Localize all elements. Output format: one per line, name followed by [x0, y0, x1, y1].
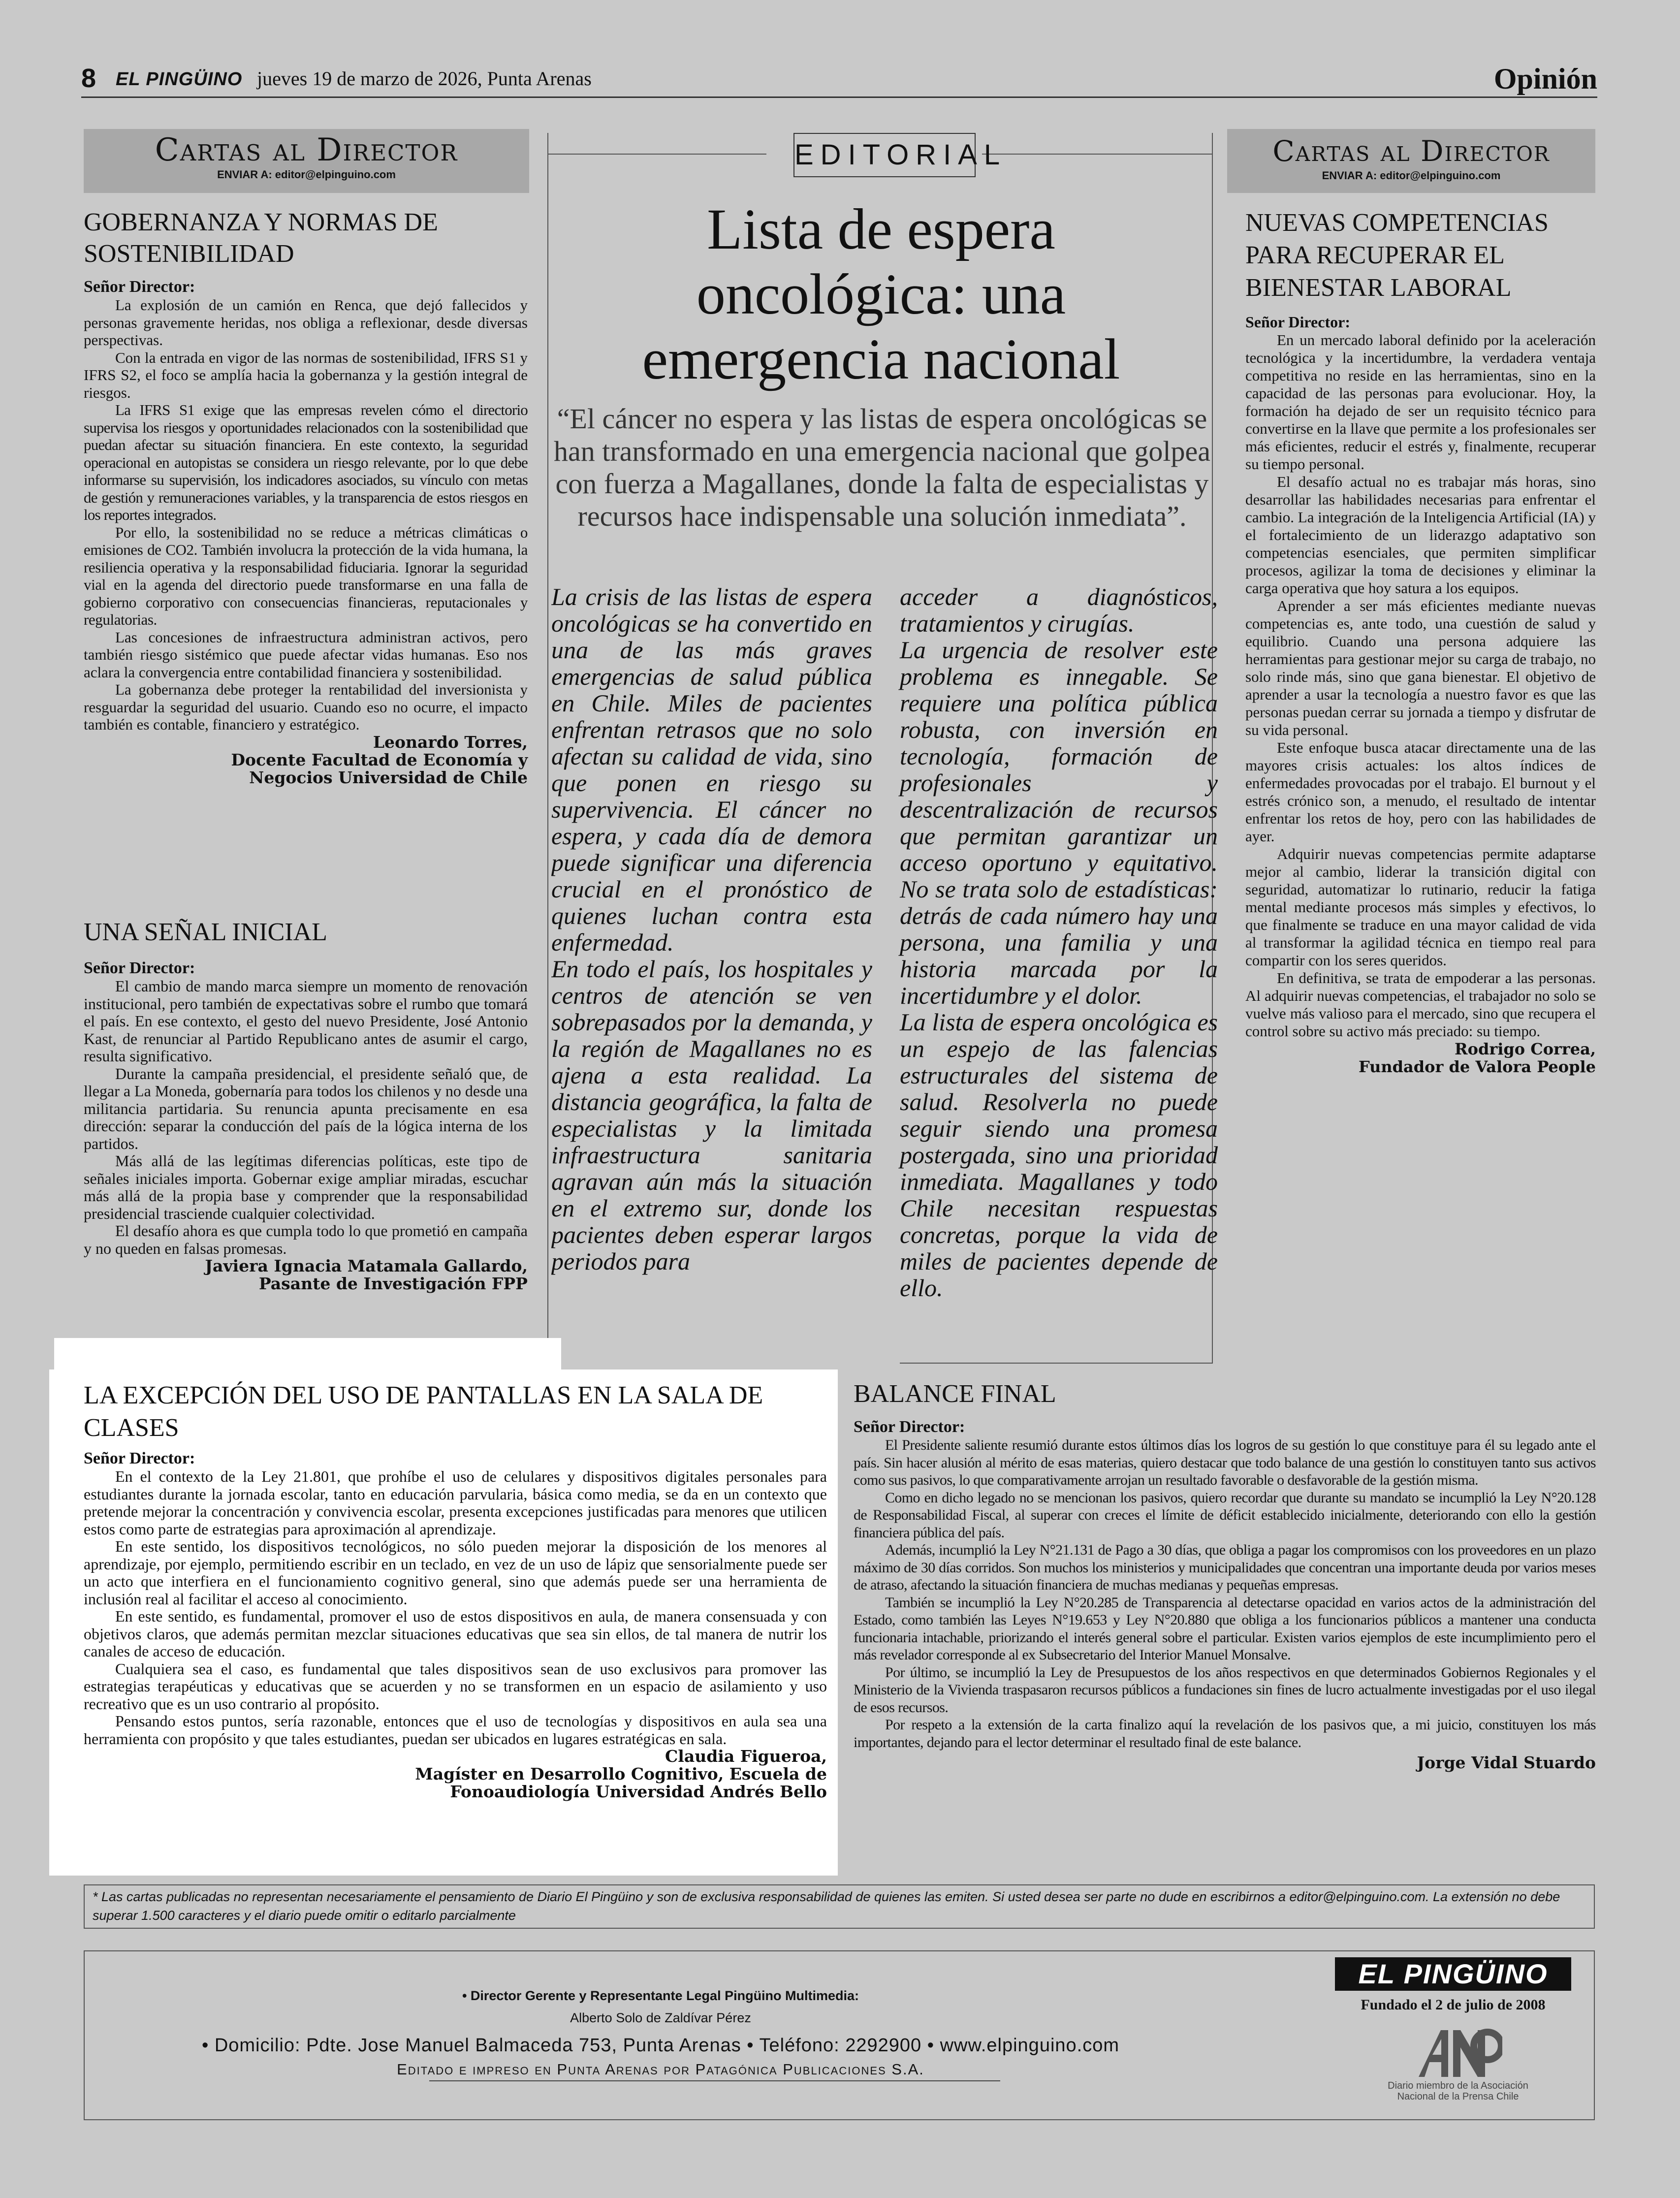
- letter-signature: [854, 1754, 1596, 1772]
- paragraph: La gobernanza debe proteger la rentabilidad del inversionista y resguardar la seguridad del usuario. Cuando eso no ocurre, el impacto también es contable, financiero y estratégico.: [84, 681, 528, 733]
- cartas-title: Cartas al Director: [1272, 134, 1550, 168]
- letter-gobernanza: [84, 207, 528, 787]
- letter-signature: [1245, 1040, 1596, 1076]
- letter-title: GOBERNANZA Y NORMAS DE SOSTENIBILIDAD: [84, 208, 438, 268]
- paragraph: También se incumplió la Ley N°20.285 de Transparencia al detectarse opacidad en varios actos de la administración del Estado, como también las Leyes N°19.653 y Ley N°20.880 que obliga a los funcionarios públicos a mantener una conducta funcionaria intachable, priorizando el interés general sobre el particular. Existen varios ejemplos de este incumplimiento pero el más revelador corresponde al ex Subsecretario del Interior Manuel Monsalve.: [854, 1594, 1596, 1663]
- signature-line: Negocios Universidad de Chile: [249, 767, 528, 787]
- letter-body: [1245, 331, 1596, 1040]
- letter-title: NUEVAS COMPETENCIAS PARA RECUPERAR EL BIENESTAR LABORAL: [1245, 209, 1549, 302]
- paragraph: En definitiva, se trata de empoderar a las personas. Al adquirir nuevas competencias, el trabajador no solo se vuelve más valioso para el mercado, sino que recupera el control sobre su activo más preciado: su tiempo.: [1245, 969, 1596, 1040]
- editorial-pullquote: “El cáncer no espera y las listas de espera oncológicas se han transformado en una emergencia nacional que golpea con fuerza a Magallanes, donde la falta de especialistas y recursos hace indispensable una solución inmediata”.: [554, 403, 1210, 532]
- letter-title: UNA SEÑAL INICIAL: [84, 918, 327, 946]
- editorial-column-1: [551, 583, 872, 1360]
- paragraph: El desafío ahora es que cumpla todo lo que prometió en campaña y no queden en falsas promesas.: [84, 1222, 528, 1257]
- cartas-header-left: [84, 129, 529, 193]
- footer-box: [84, 1950, 1595, 2120]
- paragraph: Durante la campaña presidencial, el presidente señaló que, de llegar a La Moneda, gobernaría para todos los chilenos y no desde una militancia partidaria. Su renuncia apunta precisamente en esa dirección: separar la conducción del país de la lógica interna de los partidos.: [84, 1064, 528, 1152]
- cartas-title: Cartas al Director: [155, 132, 458, 168]
- paragraph: El Presidente saliente resumió durante estos últimos días los logros de su gestión lo que constituye para él su legado ante el país. Sin hacer alusión al mérito de esas materias, quiero destacar que todo balance de una gestión lo constituyen tanto sus activos como sus pasivos, lo que comparativamente arrojan un resultado favorable o desfavorable de la gestión misma.: [854, 1437, 1596, 1488]
- anp-logo-icon: [1414, 2025, 1502, 2079]
- paragraph: La explosión de un camión en Renca, que dejó fallecidos y personas gravemente heridas, nos obliga a reflexionar, desde diversas perspectivas.: [84, 296, 528, 349]
- signature-line: Javiera Ignacia Matamala Gallardo,: [205, 1256, 528, 1275]
- page-number: 8: [81, 64, 96, 93]
- footer-address: • Domicilio: Pdte. Jose Manuel Balmaceda 753, Punta Arenas • Teléfono: 2292900 • www.elpinguino.com: [201, 2035, 1120, 2056]
- editorial-top-rule-left: [547, 154, 766, 155]
- disclaimer-box: [84, 1884, 1595, 1929]
- paragraph: Cualquiera sea el caso, es fundamental que tales dispositivos sean de uso exclusivos para promover las estrategias terapéuticas y educativas que se acuerden y no se transformen en un espacio de asilamiento y uso recreativo que es un uso contrario al propósito.: [84, 1659, 827, 1713]
- letter-body: [854, 1436, 1596, 1751]
- paragraph: Las concesiones de infraestructura administran activos, pero también riesgo sistémico que puede afectar vidas humanas. Eso nos aclara la convergencia entre contabilidad financiera y sostenibilidad.: [84, 628, 528, 681]
- editorial-paragraph: acceder a diagnósticos, tratamientos y cirugías.: [900, 583, 1218, 637]
- paragraph: El cambio de mando marca siempre un momento de renovación institucional, pero también de expectativas sobre el rumbo que tomará el país. En ese contexto, el gesto del nuevo Presidente, José Antonio Kast, de renunciar al Partido Republicano antes de asumir el cargo, resulta significativo.: [84, 977, 528, 1065]
- signature-line: Magíster en Desarrollo Cognitivo, Escuela de: [415, 1764, 827, 1784]
- letter-title: LA EXCEPCIÓN DEL USO DE PANTALLAS EN LA SALA DE CLASES: [84, 1381, 763, 1442]
- letter-body: [84, 1468, 827, 1748]
- footer-director-name: Alberto Solo de Zaldívar Pérez: [570, 2010, 751, 2025]
- letter-pantallas: [49, 1370, 838, 1876]
- footer-director-label: • Director Gerente y Representante Legal Pingüino Multimedia:: [462, 1988, 859, 2003]
- signature-line: Docente Facultad de Economía y: [231, 750, 528, 769]
- editorial-column-2: [900, 583, 1218, 1301]
- paragraph: Más allá de las legítimas diferencias políticas, este tipo de señales iniciales importa. Gobernar exige ampliar miradas, escuchar más allá de la propia base y comprender que la responsabilidad presidencial trasciende cualquier colectividad.: [84, 1152, 528, 1222]
- letter-greeting: Señor Director:: [854, 1418, 965, 1436]
- signature-line: Rodrigo Correa,: [1455, 1040, 1596, 1058]
- page-header: [81, 63, 1597, 97]
- letter-title: BALANCE FINAL: [854, 1380, 1056, 1408]
- letter-body: [84, 296, 528, 733]
- signature-line: Pasante de Investigación FPP: [258, 1274, 528, 1293]
- paragraph: Además, incumplió la Ley N°21.131 de Pago a 30 días, que obliga a pagar los compromisos con los proveedores en un plazo máximo de 30 días corridos. Son muchos los ministerios y municipalidades que concentran una importante deuda por varios meses de atraso, afectando la situación financiera de muchas medianas y pequeñas empresas.: [854, 1542, 1596, 1593]
- paragraph: La IFRS S1 exige que las empresas revelen cómo el directorio supervisa los riesgos y oportunidades relacionados con la sostenibilidad que puedan afectar su situación financiera. En este contexto, la seguridad operacional en autopistas se considera un riesgo relevante, por lo que debe informarse su supervisión, los indicadores asociados, su vínculo con metas de gestión y remuneraciones variables, y la transparencia de estos riesgos en los reportes integrados.: [84, 401, 528, 523]
- editorial-headline: Lista de espera oncológica: una emergencia nacional: [642, 197, 1120, 391]
- cartas-email: ENVIAR A: editor@elpinguino.com: [217, 168, 396, 181]
- editorial-paragraph: En todo el país, los hospitales y centros de atención se ven sobrepasados por la demanda, y la región de Magallanes no es ajena a esta realidad. La distancia geográfica, la falta de especialistas y la limitada infraestructura sanitaria agravan aún más la situación en el extremo sur, donde los pacientes deben esperar largos periodos para: [551, 955, 872, 1275]
- letter-nuevas-competencias: [1245, 207, 1596, 1076]
- editorial-label-box: [793, 133, 1007, 177]
- paragraph: Como en dicho legado no se mencionan los pasivos, quiero recordar que durante su mandato se incumplió la Ley N°20.128 de Responsabilidad Fiscal, al superar con creces el límite de déficit establecido inicialmente, deteriorando con ello la gestión financiera pública del país.: [854, 1489, 1596, 1541]
- section-title: Opinión: [1493, 63, 1597, 95]
- paragraph: En el contexto de la Ley 21.801, que prohíbe el uso de celulares y dispositivos digitales personales para estudiantes durante la jornada escolar, tanto en educación parvularia, básica como media, se da en un contexto que pretende mejorar la concentración y convivencia escolar, presenta excepciones justificadas para menores que utilicen estos como parte de estrategias para aproximación al aprendizaje.: [84, 1467, 827, 1538]
- cartas-header-right: [1227, 129, 1595, 193]
- letter-greeting: Señor Director:: [84, 278, 195, 296]
- editorial-bottom-rule: [900, 1363, 1212, 1364]
- paragraph: Por último, se incumplió la Ley de Presupuestos de los años respectivos en que determinados Gobiernos Regionales y el Ministerio de la Vivienda traspasaron recursos públicos a fundaciones sin fines de lucro actualmente investigadas por el uso ilegal de esos recursos.: [854, 1664, 1596, 1716]
- header-date: jueves 19 de marzo de 2026, Punta Arenas: [257, 67, 592, 90]
- letter-greeting: Señor Director:: [84, 959, 195, 977]
- paragraph: En este sentido, es fundamental, promover el uso de estos dispositivos en aula, de manera consensuada y con objetivos claros, que además permitan mezclar situaciones educativas que sea sin ellos, de tal manera de nutrir los canales de acceso de educación.: [84, 1607, 827, 1660]
- footer-logo: EL PINGÜINO: [1335, 1957, 1571, 1991]
- editorial-paragraph: La crisis de las listas de espera oncológicas se ha convertido en una de las más graves emergencias de salud pública en Chile. Miles de pacientes enfrentan retrasos que no solo afectan su calidad de vida, sino que ponen en riesgo su supervivencia. El cáncer no espera, y cada día de demora puede significar una diferencia crucial en el pronóstico de quienes luchan contra esta enfermedad.: [551, 583, 872, 956]
- paragraph: Adquirir nuevas competencias permite adaptarse mejor al cambio, liderar la transición digital con seguridad, automatizar lo rutinario, reducir la fatiga mental mediante procesos más simples y efectivos, lo que finalmente se traduce en una mayor calidad de vida al transformar la agilidad técnica en tiempo real para compartir con los seres queridos.: [1245, 845, 1596, 969]
- footer-founded: Fundado el 2 de julio de 2008: [1361, 1997, 1546, 2013]
- letter-greeting: Señor Director:: [1245, 313, 1350, 331]
- disclaimer-text: * Las cartas publicadas no representan necesariamente el pensamiento de Diario El Pingüino y son de exclusiva responsabilidad de quienes las emiten. Si usted desea ser parte no dude en escribirnos a editor@elpinguino.com. La extensión no debe superar 1.500 caracteres y el diario puede omitir o editarlo parcialmente: [93, 1889, 1560, 1923]
- editorial-paragraph: La urgencia de resolver este problema es innegable. Se requiere una política pública robusta, con inversión en tecnología, formación de profesionales y descentralización de recursos que permitan garantizar un acceso oportuno y equitativo. No se trata solo de estadísticas: detrás de cada número hay una persona, una familia y una historia marcada por la incertidumbre y el dolor.: [900, 636, 1218, 1009]
- letter-greeting: Señor Director:: [84, 1449, 195, 1467]
- editorial-label: EDITORIAL: [794, 139, 1007, 171]
- letter-signature: [84, 733, 528, 787]
- header-logo: EL PINGÜINO: [116, 69, 243, 90]
- signature-line: Claudia Figueroa,: [665, 1747, 827, 1766]
- letter-senal-inicial: [84, 917, 528, 1293]
- signature-line: Jorge Vidal Stuardo: [1417, 1753, 1596, 1772]
- editorial-paragraph: La lista de espera oncológica es un espejo de las falencias estructurales del sistema de salud. Resolverla no puede seguir siendo una promesa postergada, sino una prioridad inmediata. Magallanes y todo Chile necesitan respuestas concretas, porque la vida de miles de pacientes depende de ello.: [900, 1008, 1218, 1302]
- letter-signature: [84, 1257, 528, 1293]
- signature-line: Fundador de Valora People: [1358, 1057, 1596, 1076]
- letter-signature: [84, 1748, 827, 1801]
- paragraph: En este sentido, los dispositivos tecnológicos, no sólo pueden mejorar la disposición de los menores al aprendizaje, por ejemplo, permitiendo escribir en un teclado, en vez de un uso de lápiz que sensorialmente puede ser un acto que interfiera en el funcionamiento cognitivo general, sino que además puede ser una herramienta de inclusión real al facilitar el acceso al conocimiento.: [84, 1537, 827, 1608]
- paragraph: Este enfoque busca atacar directamente una de las mayores crisis actuales: los altos índices de enfermedades provocadas por el trabajo. El burnout y el estrés crónico son, a menudo, el resultado de intentar enfrentar los retos de hoy, pero con las habilidades de ayer.: [1245, 739, 1596, 845]
- signature-line: Leonardo Torres,: [373, 732, 528, 752]
- paragraph: Pensando estos puntos, sería razonable, entonces que el uso de tecnologías y dispositivos en aula sea una herramienta con propósito y que tales estudiantes, puedan ser ubicados en lugares estratégicas en sala.: [84, 1712, 827, 1748]
- anp-text: Diario miembro de la Asociación Nacional de la Prensa Chile: [1388, 2080, 1528, 2102]
- cartas-email: ENVIAR A: editor@elpinguino.com: [1322, 169, 1501, 182]
- footer-printed-underline: [429, 2080, 1000, 2081]
- letter-balance-final: [854, 1378, 1596, 1772]
- header-rule: [81, 96, 1597, 98]
- paragraph: Por respeto a la extensión de la carta finalizo aquí la revelación de los pasivos que, a mi juicio, constituyen los más importantes, dejando para el lector determinar el resultado final de este balance.: [854, 1717, 1596, 1751]
- footer-printed: Editado e impreso en Punta Arenas por Patagónica Publicaciones S.A.: [397, 2061, 924, 2078]
- letter-body: [84, 978, 528, 1257]
- editorial-left-rule: [547, 133, 548, 1354]
- paragraph: El desafío actual no es trabajar más horas, sino desarrollar las habilidades necesarias para enfrentar el cambio. La integración de la Inteligencia Artificial (IA) y el fortalecimiento de un liderazgo adaptativo son competencias esenciales, que permiten simplificar procesos, agilizar la toma de decisiones y eliminar la carga operativa que hoy satura a los equipos.: [1245, 473, 1596, 597]
- paragraph: Aprender a ser más eficientes mediante nuevas competencias es, ante todo, una cuestión de salud y equilibrio. Cuando una persona adquiere las herramientas para gestionar mejor su carga de trabajo, no solo rinde más, sino que gana bienestar. El objetivo de aprender a usar la tecnología a nuestro favor es que las personas puedan cerrar su jornada a tiempo y disfrutar de su vida personal.: [1245, 597, 1596, 738]
- signature-line: Fonoaudiología Universidad Andrés Bello: [450, 1782, 827, 1801]
- paragraph: Con la entrada en vigor de las normas de sostenibilidad, IFRS S1 y IFRS S2, el foco se amplía hacia la gobernanza y la gestión integral de riesgos.: [84, 349, 528, 401]
- paragraph: Por ello, la sostenibilidad no se reduce a métricas climáticas o emisiones de CO2. También involucra la protección de la vida humana, la resiliencia operativa y la responsabilidad fiduciaria. Ignorar la seguridad vial en la agenda del directorio puede transformarse en una falla de gobierno corporativo con consecuencias financieras, reputacionales y regulatorias.: [84, 523, 528, 628]
- paragraph: En un mercado laboral definido por la aceleración tecnológica y la incertidumbre, la verdadera ventaja competitiva no reside en las herramientas, sino en la capacidad de las personas para evolucionar. Hoy, la formación ha dejado de ser un requisito técnico para convertirse en la llave que permite a los profesionales ser más eficientes, reducir el estrés y, finalmente, recuperar su tiempo personal.: [1245, 331, 1596, 473]
- editorial-top-rule-right: [982, 154, 1212, 155]
